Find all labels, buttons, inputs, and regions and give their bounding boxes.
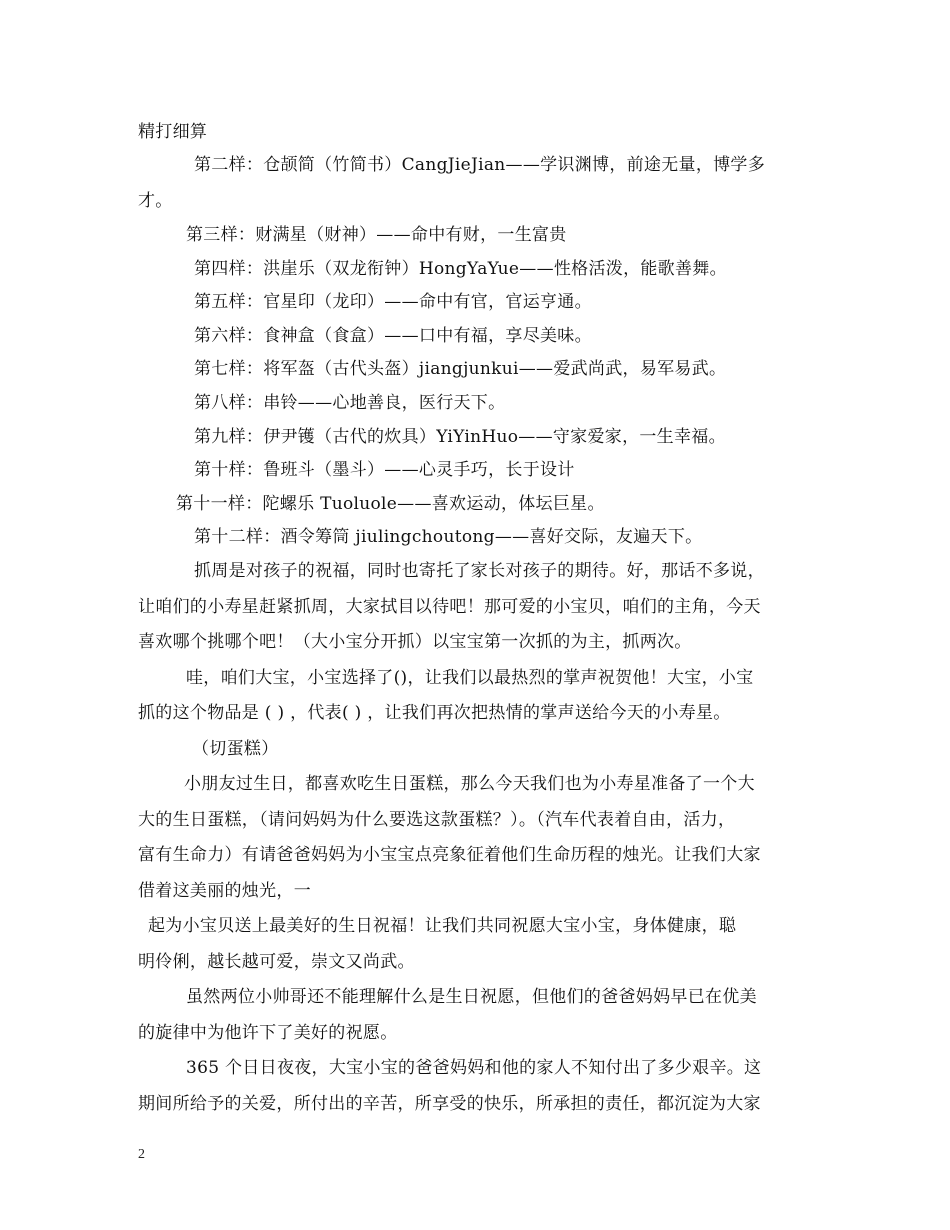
text-line: 借着这美丽的烛光，一 — [138, 881, 311, 901]
text-line: 抓周是对孩子的祝福，同时也寄托了家长对孩子的期待。好，那话不多说， — [194, 561, 765, 581]
text-line: （切蛋糕） — [192, 739, 279, 759]
text-line: 明伶俐，越长越可爱，崇文又尚武。 — [138, 952, 415, 972]
text-line: 第五样：官星印（龙印）——命中有官，官运亨通。 — [194, 292, 592, 312]
text-line: 小朋友过生日，都喜欢吃生日蛋糕，那么今天我们也为小寿星准备了一个大 — [184, 774, 755, 794]
text-line: 第二样：仓颉简（竹简书）CangJieJian——学识渊博，前途无量，博学多 — [194, 155, 766, 175]
text-line: 第十二样：酒令筹筒 jiulingchoutong——喜好交际，友遍天下。 — [194, 527, 703, 547]
text-line: 才。 — [138, 191, 173, 211]
text-line: 富有生命力）有请爸爸妈妈为小宝宝点亮象征着他们生命历程的烛光。让我们大家 — [138, 845, 761, 865]
text-line: 哇，咱们大宝，小宝选择了()，让我们以最热烈的掌声祝贺他！大宝，小宝 — [186, 668, 754, 688]
text-line: 第三样：财满星（财神）——命中有财，一生富贵 — [186, 225, 567, 245]
text-line: 第九样：伊尹镬（古代的炊具）YiYinHuo——守家爱家，一生幸福。 — [194, 427, 726, 447]
text-line: 365 个日日夜夜，大宝小宝的爸爸妈妈和他的家人不知付出了多少艰辛。这 — [186, 1058, 762, 1078]
text-line: 的旋律中为他许下了美好的祝愿。 — [138, 1023, 398, 1043]
text-line: 第十一样：陀螺乐 Tuoluole——喜欢运动，体坛巨星。 — [176, 494, 605, 514]
text-line: 精打细算 — [138, 122, 208, 142]
text-line: 期间所给予的关爱，所付出的辛苦，所享受的快乐，所承担的责任，都沉淀为大家 — [138, 1094, 761, 1114]
text-line: 大的生日蛋糕，（请问妈妈为什么要选这款蛋糕？）。（汽车代表着自由，活力， — [138, 810, 736, 830]
text-line: 抓的这个物品是 ( ) ，代表( ) ，让我们再次把热情的掌声送给今天的小寿星。 — [138, 703, 731, 723]
text-line: 第六样：食神盒（食盒）——口中有福，享尽美味。 — [194, 326, 592, 346]
text-line: 第七样：将军盔（古代头盔）jiangjunkui——爱武尚武，易军易武。 — [194, 359, 727, 379]
text-line: 让咱们的小寿星赶紧抓周，大家拭目以待吧！那可爱的小宝贝，咱们的主角，今天 — [138, 597, 761, 617]
text-line: 起为小宝贝送上最美好的生日祝福！让我们共同祝愿大宝小宝，身体健康，聪 — [148, 916, 737, 936]
text-line: 喜欢哪个挑哪个吧！（大小宝分开抓）以宝宝第一次抓的为主，抓两次。 — [138, 632, 692, 652]
text-line: 第十样：鲁班斗（墨斗）——心灵手巧，长于设计 — [194, 460, 575, 480]
text-line: 虽然两位小帅哥还不能理解什么是生日祝愿，但他们的爸爸妈妈早已在优美 — [186, 987, 757, 1007]
page-number: 2 — [138, 1147, 145, 1162]
text-line: 第四样：洪崖乐（双龙衔钟）HongYaYue——性格活泼，能歌善舞。 — [194, 259, 727, 279]
text-line: 第八样：串铃——心地善良，医行天下。 — [194, 393, 506, 413]
